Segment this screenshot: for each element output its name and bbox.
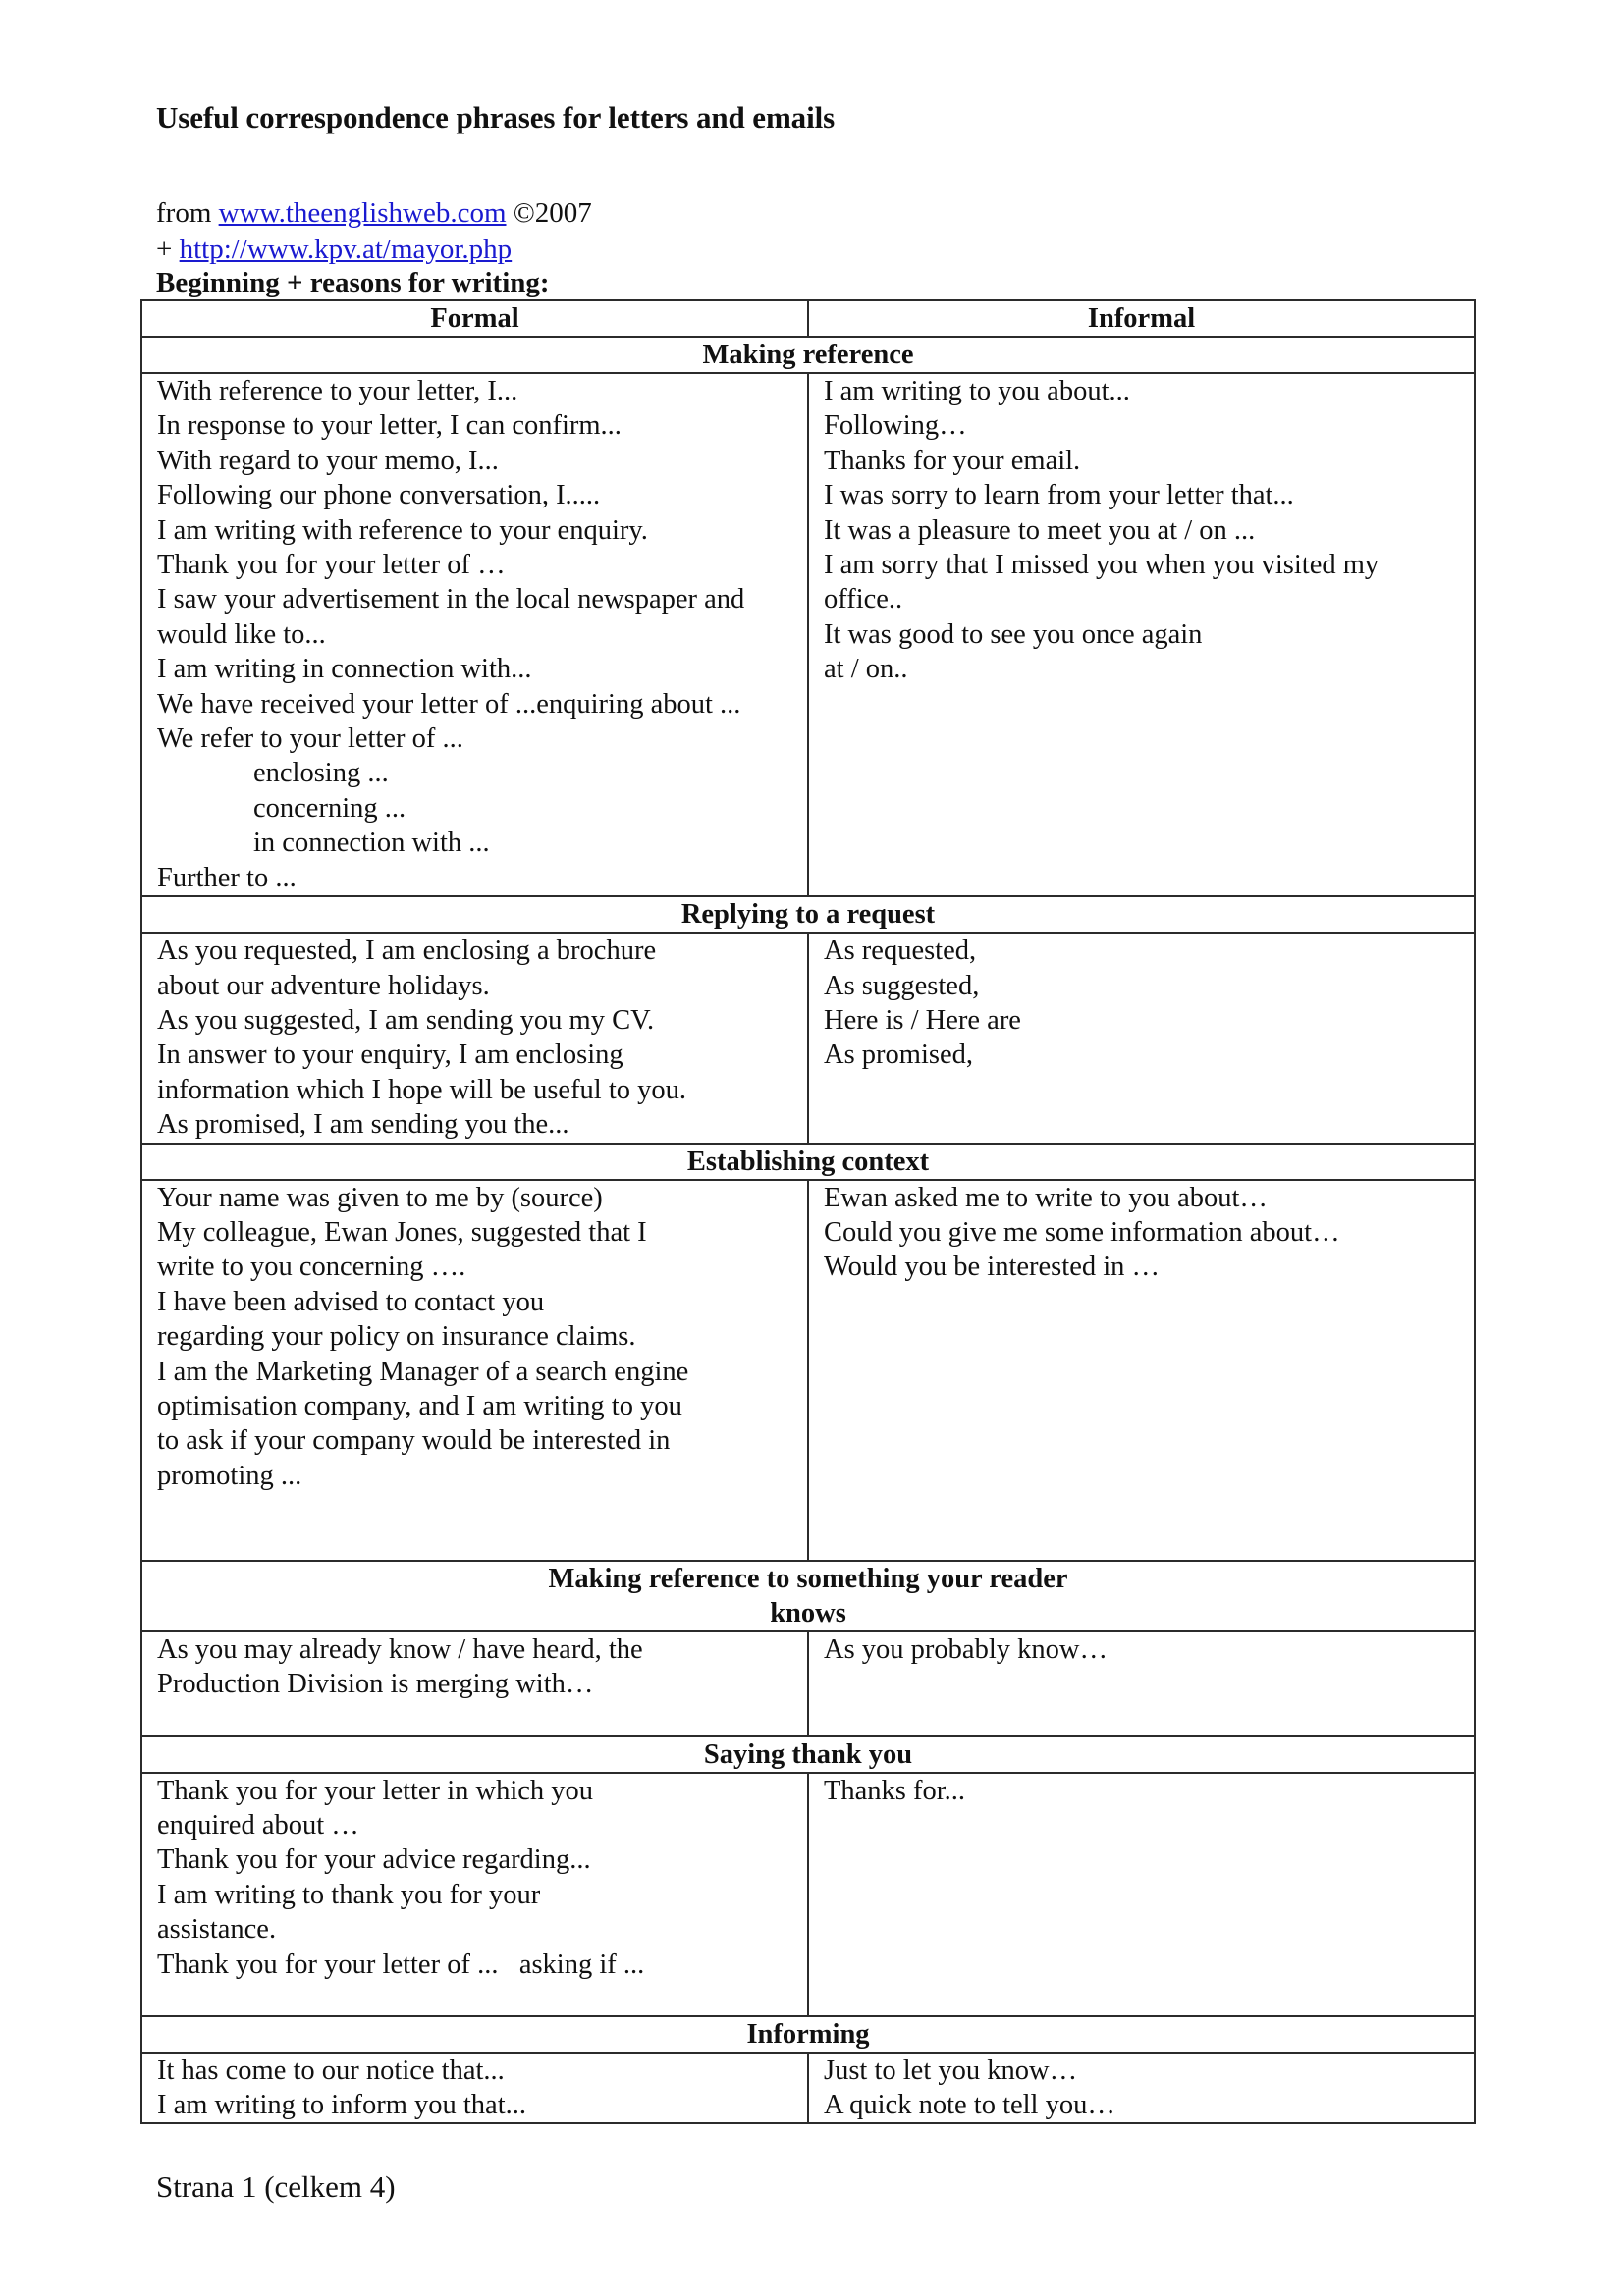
informal-phrase-list <box>809 1181 1474 1285</box>
copyright-text: ©2007 <box>506 197 592 229</box>
phrase-item: We refer to your letter of ... <box>157 723 463 755</box>
informal-cell <box>808 1180 1475 1561</box>
column-header-informal: Informal <box>808 300 1475 337</box>
informal-phrase-list <box>809 2054 1474 2123</box>
phrase-item: As you probably know… <box>824 1633 1108 1665</box>
phrase-item: I am the Marketing Manager of a search engine <box>157 1356 689 1387</box>
phrase-item: My colleague, Ewan Jones, suggested that I <box>157 1216 647 1248</box>
formal-cell <box>141 1180 808 1561</box>
category-heading-establishing-context: Establishing context <box>141 1144 1475 1180</box>
category-heading-replying-to-request: Replying to a request <box>141 896 1475 933</box>
phrase-row <box>141 1631 1475 1736</box>
phrase-item: With reference to your letter, I... <box>157 376 518 406</box>
phrase-item: It has come to our notice that... <box>157 2055 505 2086</box>
informal-cell <box>808 1631 1475 1736</box>
phrase-item: office.. <box>824 584 903 615</box>
phrase-item: Thanks for... <box>824 1775 966 1806</box>
phrase-item: Following… <box>824 410 967 442</box>
phrase-row <box>141 1773 1475 2016</box>
category-row <box>141 896 1475 933</box>
phrase-item: As you suggested, I am sending you my CV. <box>157 1004 655 1036</box>
phrase-row <box>141 1180 1475 1561</box>
category-heading-informing: Informing <box>141 2016 1475 2053</box>
phrase-item: Your name was given to me by (source) <box>157 1182 603 1213</box>
phrase-item: As requested, <box>824 935 977 967</box>
phrase-item: As promised, <box>824 1040 973 1071</box>
formal-cell <box>141 1773 808 2016</box>
phrase-item: As promised, I am sending you the... <box>157 1109 569 1141</box>
formal-phrase-list <box>142 1181 807 1494</box>
phrase-item: promoting ... <box>157 1460 302 1491</box>
page-footer: Strana 1 (celkem 4) <box>156 2169 396 2204</box>
informal-phrase-list <box>809 934 1474 1073</box>
phrase-item: I was sorry to learn from your letter that... <box>824 480 1294 511</box>
phrase-item: assistance. <box>157 1914 277 1946</box>
category-heading-saying-thank-you: Saying thank you <box>141 1736 1475 1773</box>
phrase-item: As you requested, I am enclosing a brochure <box>157 935 657 967</box>
phrase-item: Ewan asked me to write to you about… <box>824 1182 1268 1213</box>
phrase-item: Following our phone conversation, I..... <box>157 480 601 511</box>
formal-cell <box>141 1631 808 1736</box>
phrases-table <box>140 299 1476 2124</box>
theenglishweb-link[interactable]: www.theenglishweb.com <box>218 197 507 229</box>
source-line-1 <box>156 195 592 231</box>
phrase-item: As suggested, <box>824 970 980 1001</box>
phrase-item: Would you be interested in … <box>824 1252 1161 1283</box>
phrase-item: Thank you for your letter of … <box>157 550 506 581</box>
phrase-item: would like to... <box>157 618 326 650</box>
phrase-item: I am sorry that I missed you when you visited my <box>824 550 1380 581</box>
informal-cell <box>808 1773 1475 2016</box>
formal-phrase-list <box>142 934 807 1142</box>
phrase-row <box>141 933 1475 1143</box>
phrase-item: Could you give me some information about… <box>824 1216 1340 1248</box>
phrase-item: A quick note to tell you… <box>824 2089 1115 2120</box>
phrase-item: information which I hope will be useful to you. <box>157 1074 687 1105</box>
category-heading-making-reference: Making reference <box>141 337 1475 373</box>
formal-phrase-list <box>142 374 807 895</box>
category-row <box>141 1561 1475 1631</box>
formal-cell <box>141 373 808 896</box>
category-row <box>141 1144 1475 1180</box>
formal-cell <box>141 2053 808 2124</box>
phrase-item: I am writing to you about... <box>824 376 1130 406</box>
phrase-item: I am writing with reference to your enquiry. <box>157 514 648 546</box>
page-title: Useful correspondence phrases for letters and emails <box>156 100 836 134</box>
phrase-row <box>141 2053 1475 2124</box>
phrase-item: I am writing to inform you that... <box>157 2089 526 2120</box>
phrase-item: I saw your advertisement in the local newspaper and <box>157 584 745 615</box>
phrase-item: Here is / Here are <box>824 1004 1021 1036</box>
column-header-formal: Formal <box>141 300 808 337</box>
category-row <box>141 1736 1475 1773</box>
informal-cell <box>808 2053 1475 2124</box>
category-row <box>141 2016 1475 2053</box>
column-header-row <box>141 300 1475 337</box>
formal-phrase-list <box>142 1632 807 1702</box>
phrase-item-indented: concerning ... <box>253 792 406 824</box>
phrase-item: at / on.. <box>824 654 908 685</box>
informal-cell <box>808 933 1475 1143</box>
phrase-item: Thank you for your letter in which you <box>157 1775 594 1806</box>
phrase-item: Thank you for your advice regarding... <box>157 1844 591 1876</box>
phrase-item: Just to let you know… <box>824 2055 1078 2086</box>
formal-phrase-list <box>142 1774 807 1982</box>
phrase-item: As you may already know / have heard, the <box>157 1633 643 1665</box>
phrase-item-indented: enclosing ... <box>253 758 389 789</box>
phrase-item: It was good to see you once again <box>824 618 1203 650</box>
category-row <box>141 337 1475 373</box>
phrase-item: With regard to your memo, I... <box>157 445 499 476</box>
phrase-item: Production Division is merging with… <box>157 1668 594 1699</box>
phrase-item: enquired about … <box>157 1809 359 1841</box>
phrase-item: regarding your policy on insurance claims. <box>157 1321 636 1353</box>
category-heading-line: knows <box>770 1597 846 1629</box>
phrase-item: to ask if your company would be interested in <box>157 1425 671 1457</box>
informal-phrase-list <box>809 1774 1474 1808</box>
informal-cell <box>808 373 1475 896</box>
source-line-2 <box>156 232 512 267</box>
phrase-item: In answer to your enquiry, I am enclosing <box>157 1040 623 1071</box>
phrase-item: I have been advised to contact you <box>157 1286 545 1317</box>
category-heading-line: Making reference to something your reader <box>548 1563 1068 1594</box>
phrase-item: about our adventure holidays. <box>157 970 490 1001</box>
informal-phrase-list <box>809 374 1474 687</box>
phrase-item: optimisation company, and I am writing to you <box>157 1390 682 1421</box>
plus-sign: + <box>156 234 180 265</box>
section-heading: Beginning + reasons for writing: <box>156 267 550 298</box>
phrase-item: I am writing to thank you for your <box>157 1879 541 1910</box>
phrase-item: write to you concerning …. <box>157 1252 466 1283</box>
formal-phrase-list <box>142 2054 807 2123</box>
phrase-item-indented: in connection with ... <box>253 828 490 859</box>
kpv-mayor-link[interactable]: http://www.kpv.at/mayor.php <box>179 234 513 265</box>
source-prefix: from <box>156 197 219 229</box>
formal-cell <box>141 933 808 1143</box>
informal-phrase-list <box>809 1632 1474 1667</box>
phrase-item: Thanks for your email. <box>824 445 1081 476</box>
phrase-item: In response to your letter, I can confirm... <box>157 410 622 442</box>
phrase-item: I am writing in connection with... <box>157 654 532 685</box>
phrase-item: We have received your letter of ...enquiring about ... <box>157 688 741 720</box>
phrase-row <box>141 373 1475 896</box>
category-heading-reader-knows <box>141 1561 1475 1631</box>
phrase-item: Thank you for your letter of ... asking if ... <box>157 1949 645 1980</box>
phrase-item: Further to ... <box>157 862 297 893</box>
phrase-item: It was a pleasure to meet you at / on ... <box>824 514 1256 546</box>
